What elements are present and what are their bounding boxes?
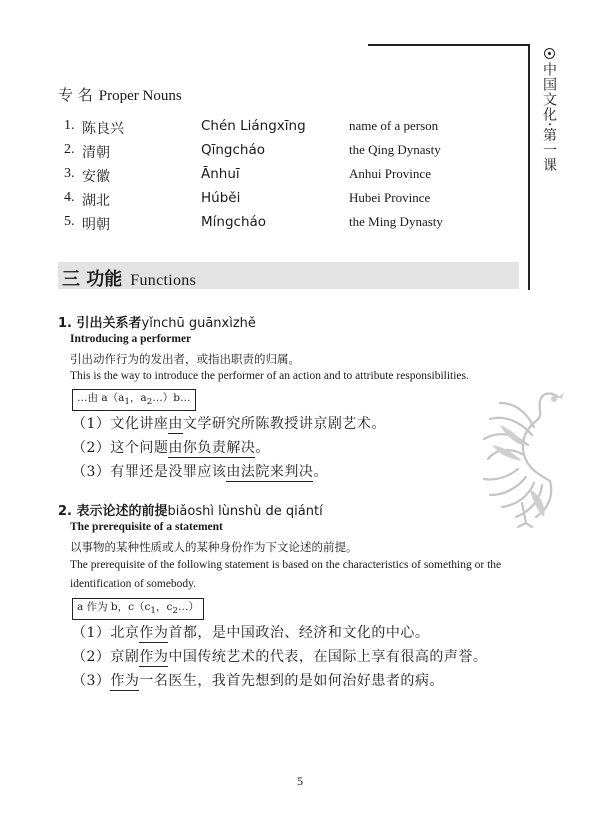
proper-noun-row xyxy=(64,166,504,186)
proper-noun-en: name of a person xyxy=(349,118,439,133)
pattern-text: a 作为 b，c（c xyxy=(77,601,151,613)
proper-noun-en: Anhui Province xyxy=(349,166,431,181)
example-num: （3） xyxy=(72,464,111,480)
example-text: 这个问题 xyxy=(110,440,169,456)
phoenix-decoration-icon xyxy=(470,385,565,530)
section-1-desc-cn: 引出动作行为的发出者，或指出职责的归属。 xyxy=(70,352,300,366)
section-2-heading-cn: 表示论述的前提 xyxy=(76,504,168,519)
section-2-example-2 xyxy=(72,646,487,666)
example-underlined: 由 xyxy=(168,416,183,432)
proper-noun-cn: 安徽 xyxy=(82,169,110,185)
example-text: 首都，是中国政治、经济和文化的中心。 xyxy=(168,625,430,641)
section-1-example-2 xyxy=(72,437,270,457)
example-underlined: 作为 xyxy=(139,649,169,665)
section-1-subtitle-en: Introducing a performer xyxy=(70,333,192,345)
section-1-example-3 xyxy=(72,461,328,481)
example-text: 。 xyxy=(255,440,270,456)
proper-nouns-title-cn: 专 名 xyxy=(58,86,93,104)
pattern-text: …）b… xyxy=(152,392,191,404)
proper-noun-num: 2. xyxy=(64,142,75,157)
pattern-subscript: 1 xyxy=(124,397,130,408)
pattern-subscript: 2 xyxy=(172,606,178,617)
pattern-subscript: 2 xyxy=(146,397,153,408)
proper-noun-cn: 清朝 xyxy=(82,145,110,161)
section-2-subtitle-en: The prerequisite of a statement xyxy=(70,521,223,533)
proper-nouns-title-en: Proper Nouns xyxy=(98,88,182,104)
section-2-heading-pinyin: biǎoshì lùnshù de qiántí xyxy=(167,504,323,519)
example-text: 中国传统艺术的代表，在国际上享有很高的声誉。 xyxy=(168,649,488,665)
section-2-pattern xyxy=(72,598,204,620)
section-2-num: 2. xyxy=(58,504,72,519)
proper-noun-en: the Ming Dynasty xyxy=(349,214,443,229)
section-1-pattern xyxy=(72,389,196,411)
proper-noun-pinyin: Qīngcháo xyxy=(201,142,266,158)
proper-noun-cn: 湖北 xyxy=(82,193,110,209)
proper-noun-pinyin: Míngcháo xyxy=(201,214,267,230)
pattern-text: ，c xyxy=(156,601,173,613)
example-underlined: 作为 xyxy=(110,673,140,689)
chapter-vertical-rule xyxy=(528,44,530,290)
proper-noun-en: Hubei Province xyxy=(349,190,431,205)
functions-title xyxy=(62,265,196,291)
bullet-circle-icon xyxy=(544,48,555,59)
example-underlined: 由法院来判决 xyxy=(226,464,314,480)
chapter-tab-text: 中国文化·第一课 xyxy=(541,62,557,173)
example-num: （2） xyxy=(72,649,111,665)
proper-noun-en: the Qing Dynasty xyxy=(349,142,441,157)
proper-noun-cn: 陈良兴 xyxy=(82,121,124,137)
proper-noun-num: 3. xyxy=(64,166,75,181)
proper-noun-num: 5. xyxy=(64,214,75,229)
proper-noun-row xyxy=(64,142,504,162)
section-1-heading-pinyin: yǐnchū guānxìzhě xyxy=(141,316,256,331)
proper-noun-num: 4. xyxy=(64,190,75,205)
functions-title-cn: 三 功能 xyxy=(62,269,123,290)
example-text: 文学研究所陈教授讲京剧艺术。 xyxy=(182,416,386,432)
example-text: 一名医生，我首先想到的是如何治好患者的病。 xyxy=(139,673,444,689)
page-number: 5 xyxy=(297,774,303,788)
example-num: （2） xyxy=(72,440,111,456)
functions-title-en: Functions xyxy=(130,272,197,289)
pattern-subscript: 1 xyxy=(150,606,156,617)
proper-noun-cn: 明朝 xyxy=(82,217,110,233)
example-text: 京剧 xyxy=(110,649,140,665)
pattern-text: …） xyxy=(177,601,199,613)
example-text: 。 xyxy=(313,464,328,480)
example-num: （1） xyxy=(72,416,111,432)
proper-noun-row xyxy=(64,214,504,234)
proper-noun-pinyin: Húběi xyxy=(201,190,241,206)
section-2-desc-en-line2: identification of somebody. xyxy=(70,578,197,590)
example-underlined: 作为 xyxy=(139,625,169,641)
section-2-heading xyxy=(58,500,323,519)
section-1-num: 1. xyxy=(58,316,72,331)
proper-noun-pinyin: Ānhuī xyxy=(201,166,240,182)
section-2-example-1 xyxy=(72,622,429,642)
proper-noun-num: 1. xyxy=(64,118,75,133)
proper-nouns-title xyxy=(58,84,182,105)
pattern-text: …由 a（a xyxy=(77,392,125,404)
pattern-text: ，a xyxy=(129,392,147,404)
example-text: 文化讲座 xyxy=(110,416,169,432)
proper-noun-row xyxy=(64,118,504,138)
example-underlined: 由你负责解决 xyxy=(168,440,256,456)
proper-noun-row xyxy=(64,190,504,210)
example-text: 有罪还是没罪应该 xyxy=(110,464,227,480)
section-1-example-1 xyxy=(72,413,386,433)
section-1-heading-cn: 引出关系者 xyxy=(76,316,142,331)
example-num: （1） xyxy=(72,625,111,641)
chapter-top-rule xyxy=(368,44,528,46)
chapter-tab xyxy=(538,48,560,172)
proper-noun-pinyin: Chén Liángxīng xyxy=(201,118,306,134)
example-num: （3） xyxy=(72,673,111,689)
example-text: 北京 xyxy=(110,625,140,641)
section-2-desc-cn: 以事物的某种性质或人的某种身份作为下文论述的前提。 xyxy=(70,540,358,554)
section-2-example-3 xyxy=(72,670,444,690)
section-1-heading xyxy=(58,312,256,331)
section-2-desc-en-line1: The prerequisite of the following statement is based on the characteristics of something or the xyxy=(70,559,502,571)
section-1-desc-en: This is the way to introduce the performer of an action and to attribute responsibilities. xyxy=(70,370,469,382)
